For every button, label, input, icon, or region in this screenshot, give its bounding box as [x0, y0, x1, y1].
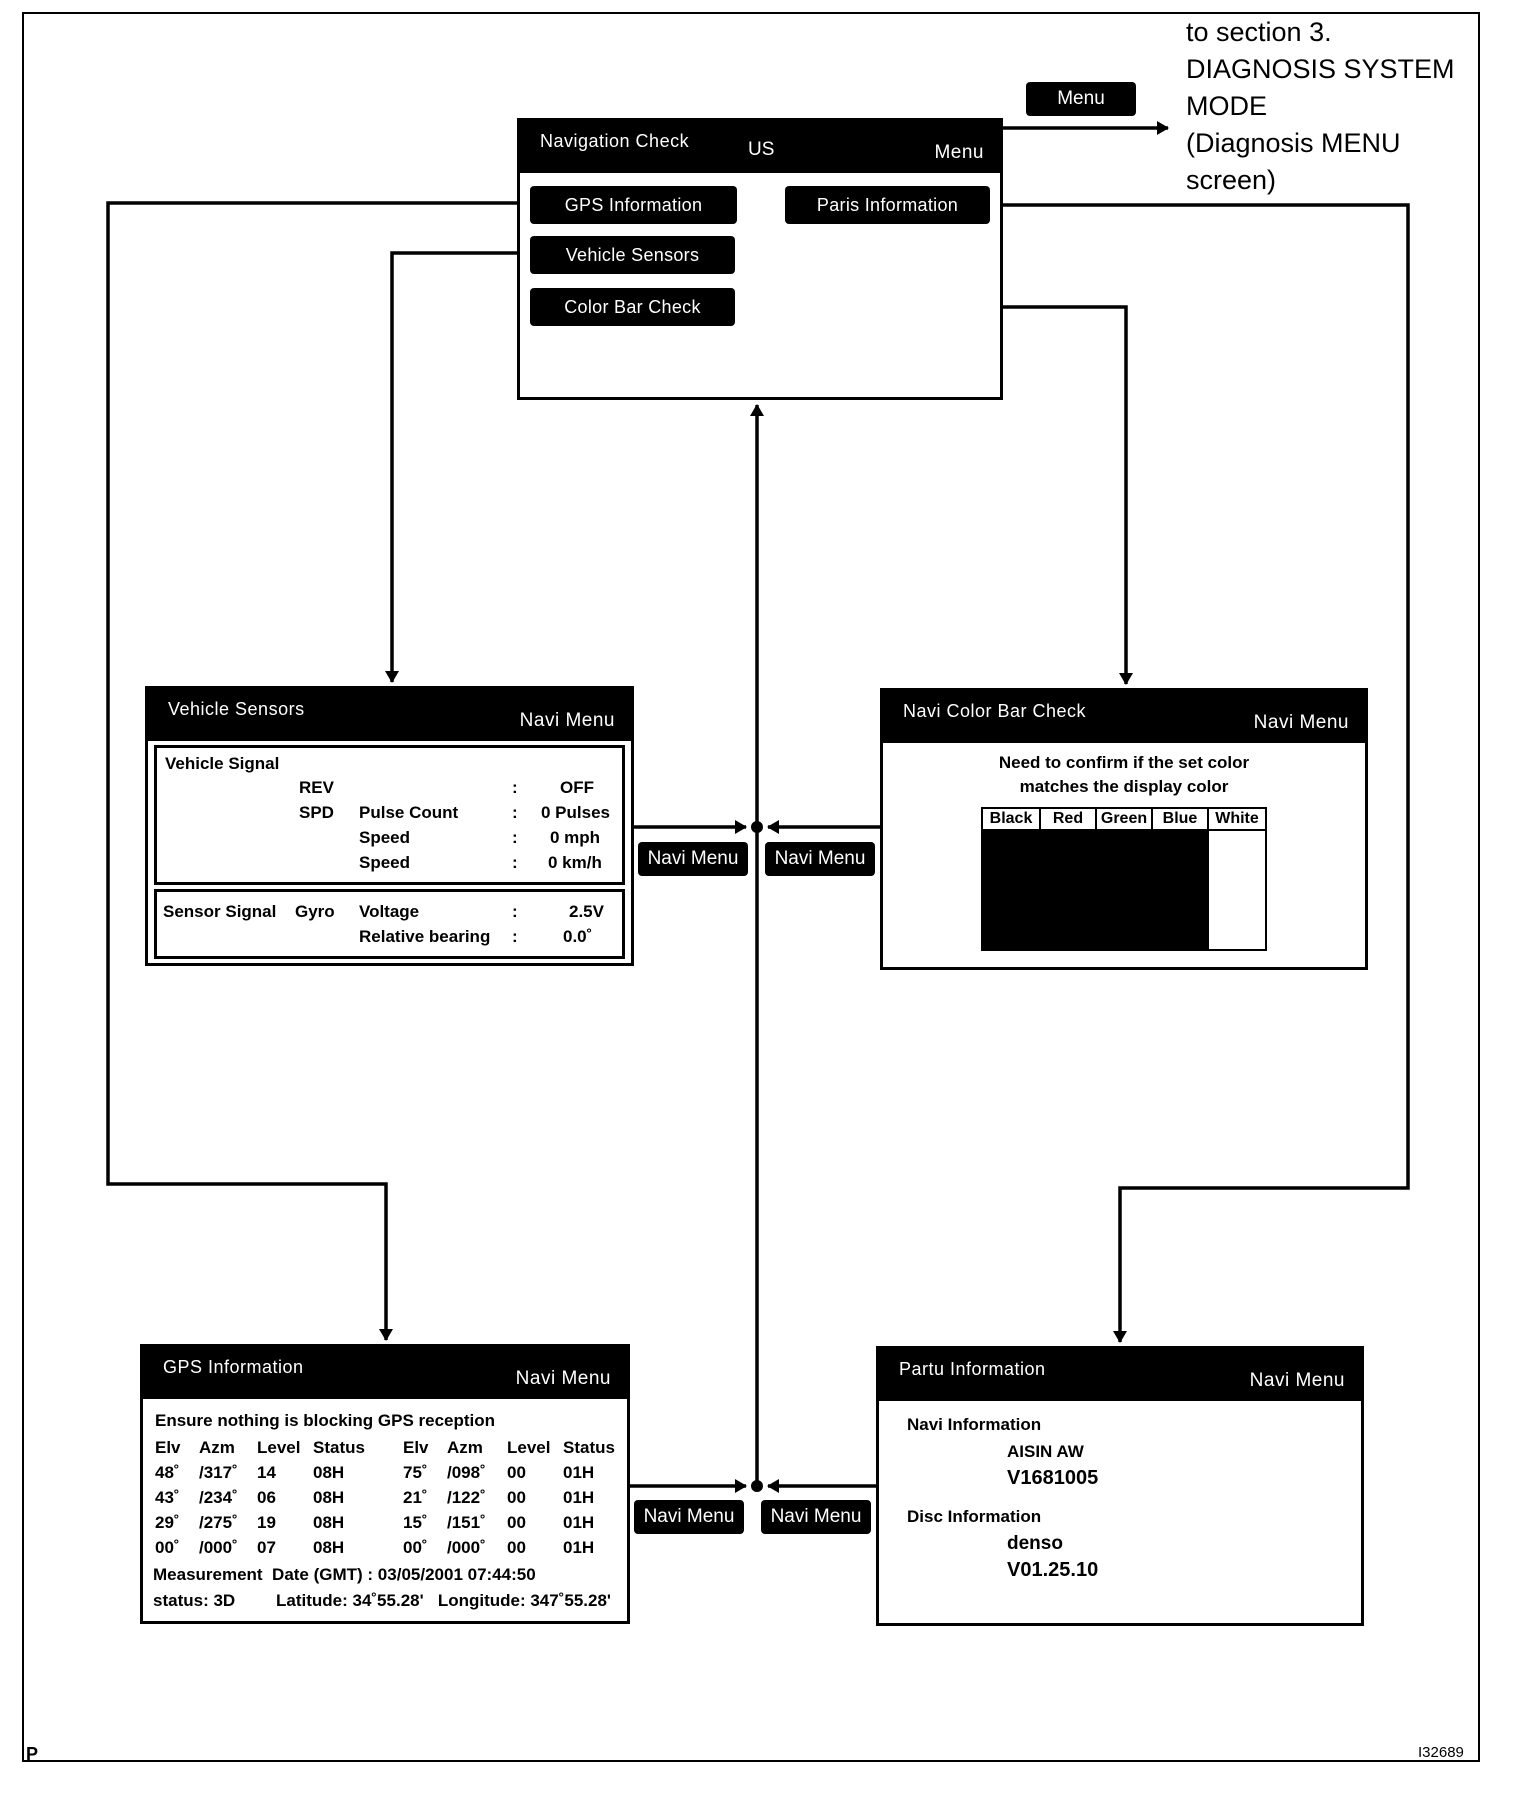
- table-cell: 00: [507, 1487, 526, 1507]
- table-row: [155, 1460, 625, 1485]
- rev-label: REV: [299, 778, 334, 797]
- navi-menu-link[interactable]: Navi Menu: [519, 710, 615, 731]
- table-cell: /122˚: [447, 1487, 486, 1507]
- table-cell: 01H: [563, 1487, 595, 1507]
- table-row: [155, 1510, 625, 1535]
- pulse-count-value: 0 Pulses: [541, 803, 610, 822]
- menu-button[interactable]: Menu: [1026, 82, 1136, 116]
- annotation-line: to section 3.: [1186, 17, 1332, 47]
- navi-menu-button[interactable]: Navi Menu: [634, 1500, 744, 1534]
- disc-version: V01.25.10: [1007, 1559, 1099, 1581]
- gyro-label: Gyro: [295, 902, 335, 921]
- color-swatch-dark: [983, 831, 1209, 949]
- color-label-black: Black: [983, 809, 1041, 831]
- color-label-green: Green: [1097, 809, 1153, 831]
- junction-dot-upper: [751, 821, 763, 833]
- color-label-red: Red: [1041, 809, 1097, 831]
- color-bar-chart: [981, 807, 1267, 951]
- arrow-to-vehicle-screen: [392, 253, 530, 682]
- colon: :: [512, 902, 518, 921]
- table-cell: 00˚: [155, 1537, 180, 1557]
- table-cell: 15˚: [403, 1512, 428, 1532]
- table-cell: /275˚: [199, 1512, 238, 1532]
- relative-bearing-label: Relative bearing: [359, 927, 491, 946]
- vehicle-signal-label: Vehicle Signal: [165, 754, 280, 773]
- table-cell: 75˚: [403, 1462, 428, 1482]
- screen-title: Navigation Check: [540, 131, 690, 151]
- speed-kmh-value: 0 km/h: [548, 853, 602, 872]
- rev-value: OFF: [560, 778, 594, 797]
- navi-menu-link[interactable]: Navi Menu: [515, 1368, 611, 1389]
- gps-information-button[interactable]: GPS Information: [530, 186, 737, 224]
- table-cell: 48˚: [155, 1462, 180, 1482]
- table-cell: 00: [507, 1462, 526, 1482]
- table-cell: 00: [507, 1512, 526, 1532]
- color-bar-check-screen: [880, 688, 1368, 970]
- table-cell: 14: [257, 1462, 276, 1482]
- screen-title: Vehicle Sensors: [168, 699, 305, 719]
- colon: :: [512, 853, 518, 872]
- menu-link[interactable]: Menu: [934, 142, 984, 163]
- navi-version: V1681005: [1007, 1467, 1099, 1489]
- column-header: Level: [257, 1437, 301, 1457]
- navi-menu-button[interactable]: Navi Menu: [638, 842, 748, 876]
- speed-label: Speed: [359, 828, 411, 847]
- screen-header: [883, 691, 1365, 743]
- gps-notice: Ensure nothing is blocking GPS reception: [155, 1411, 496, 1430]
- table-cell: 01H: [563, 1462, 595, 1482]
- column-header: Status: [313, 1437, 365, 1457]
- screen-title: Navi Color Bar Check: [903, 701, 1087, 721]
- table-cell: 21˚: [403, 1487, 428, 1507]
- voltage-value: 2.5V: [569, 902, 604, 921]
- table-row: [155, 1535, 625, 1560]
- navi-menu-link[interactable]: Navi Menu: [1253, 712, 1349, 733]
- table-cell: /000˚: [199, 1537, 238, 1557]
- relative-bearing-value: 0.0˚: [563, 927, 593, 946]
- speed-mph-value: 0 mph: [550, 828, 601, 847]
- sensor-signal-label: Sensor Signal: [163, 902, 277, 921]
- color-bar-check-button[interactable]: Color Bar Check: [530, 288, 735, 326]
- table-cell: 00: [507, 1537, 526, 1557]
- column-header: Elv: [155, 1437, 181, 1457]
- column-header: Status: [563, 1437, 615, 1457]
- table-cell: 08H: [313, 1462, 345, 1482]
- colon: :: [512, 927, 518, 946]
- navi-menu-link[interactable]: Navi Menu: [1249, 1370, 1345, 1391]
- table-cell: 29˚: [155, 1512, 180, 1532]
- color-label-white: White: [1209, 809, 1265, 831]
- table-cell: /317˚: [199, 1462, 238, 1482]
- table-cell: 08H: [313, 1487, 345, 1507]
- table-cell: 06: [257, 1487, 276, 1507]
- figure-id: I32689: [1418, 1744, 1464, 1761]
- table-cell: 08H: [313, 1512, 345, 1532]
- screen-header: [879, 1349, 1361, 1401]
- table-header-row: [155, 1435, 625, 1460]
- diagnosis-annotation: [1186, 14, 1455, 199]
- vehicle-sensors-screen: [145, 686, 634, 966]
- colon: :: [512, 803, 518, 822]
- annotation-line: (Diagnosis MENU: [1186, 128, 1401, 158]
- measurement-date: Measurement Date (GMT) : 03/05/2001 07:44:50: [153, 1565, 536, 1584]
- parts-information-button[interactable]: Paris Information: [785, 186, 990, 224]
- colon: :: [512, 828, 518, 847]
- annotation-line: screen): [1186, 165, 1277, 195]
- screen-title: Partu Information: [899, 1359, 1046, 1379]
- satellite-table: [155, 1435, 625, 1560]
- region-label: US: [748, 139, 775, 160]
- lat-lon: Latitude: 34˚55.28' Longitude: 347˚55.28': [276, 1591, 611, 1610]
- annotation-line: MODE: [1186, 91, 1267, 121]
- column-header: Azm: [447, 1437, 483, 1457]
- screen-header: [520, 121, 1000, 173]
- disc-maker: denso: [1007, 1533, 1063, 1554]
- table-cell: /151˚: [447, 1512, 486, 1532]
- pulse-count-label: Pulse Count: [359, 803, 459, 822]
- instruction-line: matches the display color: [1019, 777, 1229, 796]
- navi-menu-button[interactable]: Navi Menu: [765, 842, 875, 876]
- table-cell: /000˚: [447, 1537, 486, 1557]
- navi-maker: AISIN AW: [1007, 1442, 1084, 1461]
- table-cell: /234˚: [199, 1487, 238, 1507]
- spd-label: SPD: [299, 803, 334, 822]
- column-header: Azm: [199, 1437, 235, 1457]
- disc-information-label: Disc Information: [907, 1507, 1042, 1526]
- gps-status: status: 3D: [153, 1591, 236, 1610]
- table-cell: /098˚: [447, 1462, 486, 1482]
- table-row: [155, 1485, 625, 1510]
- vehicle-signal-panel: [154, 745, 625, 885]
- table-cell: 01H: [563, 1537, 595, 1557]
- color-label-blue: Blue: [1153, 809, 1209, 831]
- vehicle-sensors-button[interactable]: Vehicle Sensors: [530, 236, 735, 274]
- colon: :: [512, 778, 518, 797]
- table-cell: 07: [257, 1537, 276, 1557]
- table-cell: 19: [257, 1512, 276, 1532]
- footer-left-mark: P: [26, 1744, 39, 1764]
- column-header: Level: [507, 1437, 551, 1457]
- annotation-line: DIAGNOSIS SYSTEM: [1186, 54, 1455, 84]
- table-cell: 08H: [313, 1537, 345, 1557]
- instruction-line: Need to confirm if the set color: [998, 753, 1250, 772]
- table-cell: 00˚: [403, 1537, 428, 1557]
- table-cell: 43˚: [155, 1487, 180, 1507]
- speed-label: Speed: [359, 853, 411, 872]
- table-cell: 01H: [563, 1512, 595, 1532]
- navi-information-label: Navi Information: [907, 1415, 1042, 1434]
- parts-information-screen: [876, 1346, 1364, 1626]
- navi-menu-button[interactable]: Navi Menu: [761, 1500, 871, 1534]
- screen-header: [143, 1347, 627, 1399]
- sensor-signal-panel: [154, 889, 625, 959]
- screen-title: GPS Information: [163, 1357, 304, 1377]
- gps-information-screen: [140, 1344, 630, 1624]
- voltage-label: Voltage: [359, 902, 420, 921]
- junction-dot-lower: [751, 1480, 763, 1492]
- screen-header: [148, 689, 631, 741]
- column-header: Elv: [403, 1437, 429, 1457]
